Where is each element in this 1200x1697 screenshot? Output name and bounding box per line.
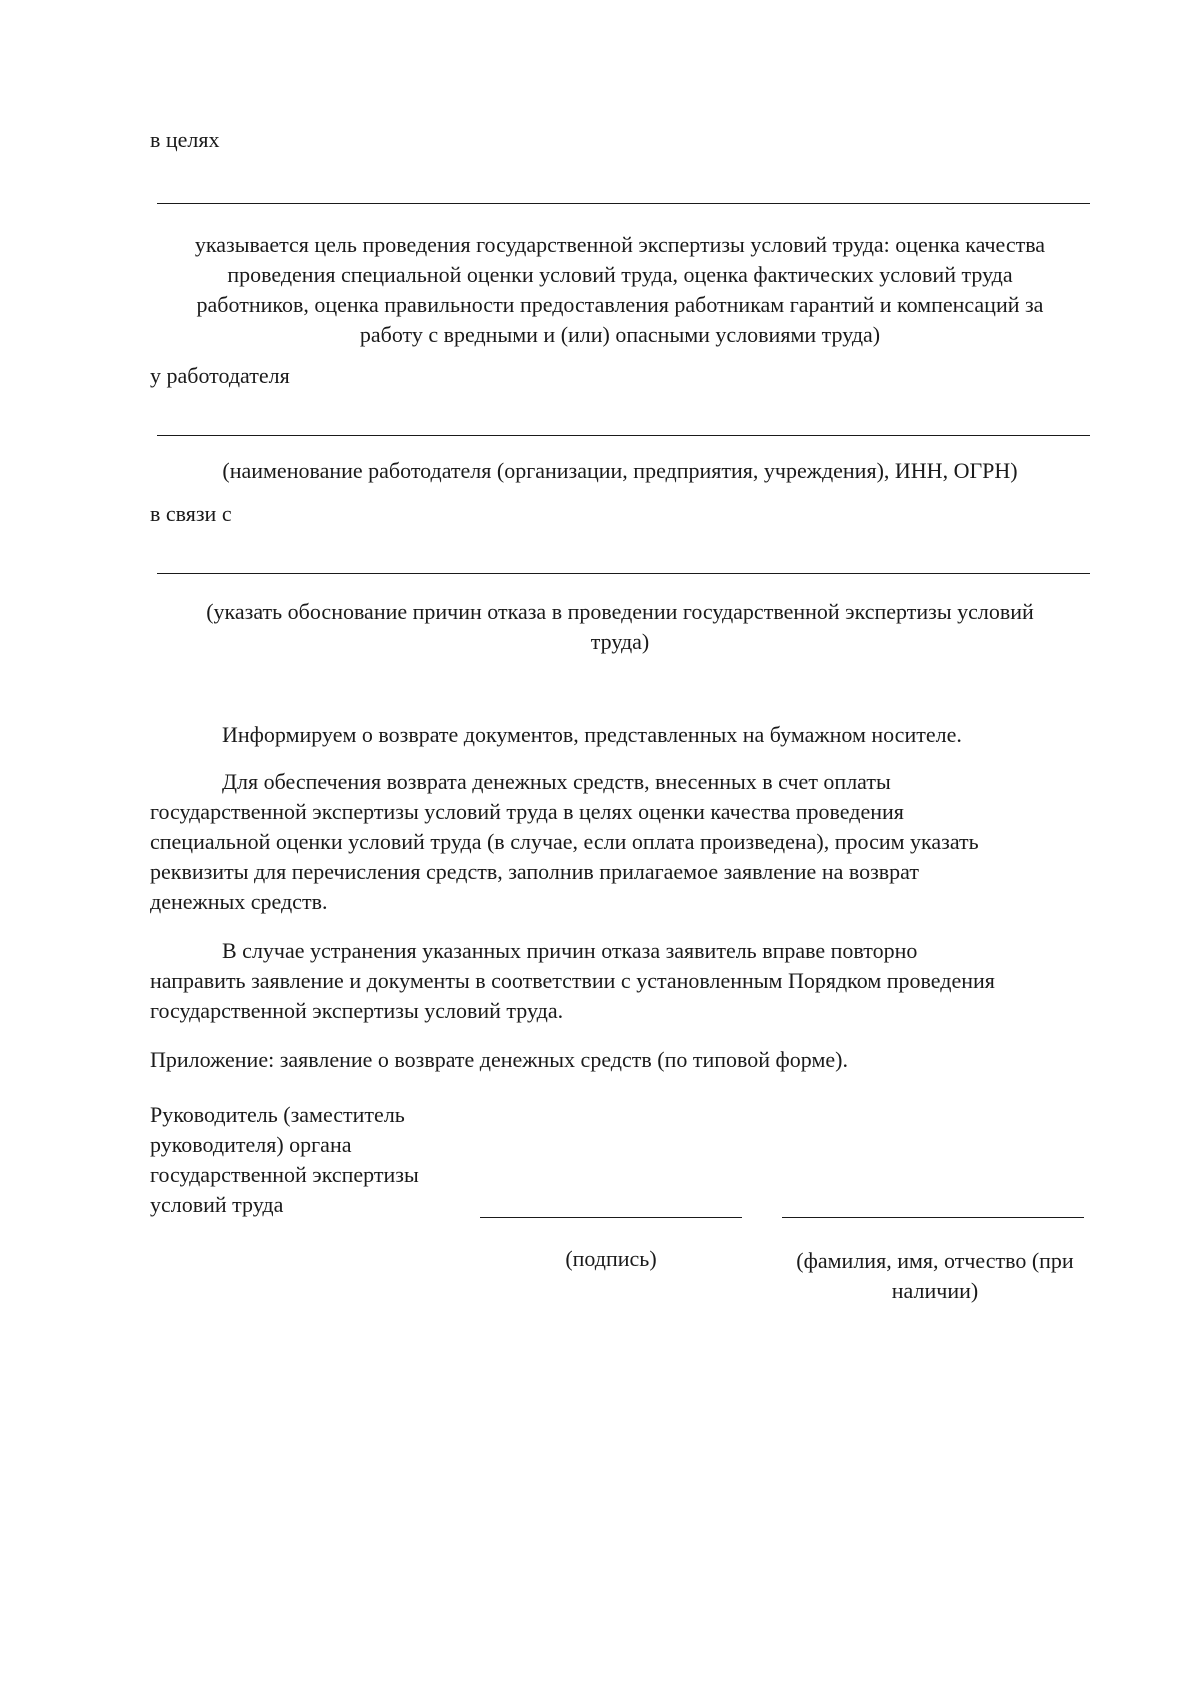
- paragraph-line: денежных средств.: [150, 889, 328, 914]
- full-name-caption-line: (фамилия, имя, отчество (при: [796, 1248, 1074, 1273]
- employer-caption: (наименование работодателя (организации, предприятия, учреждения), ИНН, ОГРН): [222, 458, 1018, 483]
- refund-paragraph: [150, 767, 1080, 917]
- full-name-caption-line: наличии): [891, 1278, 979, 1303]
- purpose-caption-line: работу с вредными и (или) опасными условиями труда): [359, 322, 881, 347]
- paragraph-line: специальной оценки условий труда (в случае, если оплата произведена), просим указать: [150, 829, 979, 854]
- full-name-caption: [770, 1246, 1100, 1306]
- signatory-title-line: условий труда: [150, 1192, 284, 1217]
- resubmit-paragraph: [150, 936, 1080, 1026]
- purpose-fill-line: [157, 203, 1090, 204]
- reason-label: в связи с: [150, 501, 232, 526]
- reason-caption-line: труда): [590, 629, 650, 654]
- paragraph-line: государственной экспертизы условий труда в целях оценки качества проведения: [150, 799, 904, 824]
- reason-caption-line: (указать обоснование причин отказа в проведении государственной экспертизы условий: [206, 599, 1034, 624]
- signatory-title-line: Руководитель (заместитель: [150, 1102, 405, 1127]
- signature-caption: (подпись): [565, 1246, 657, 1271]
- employer-label: у работодателя: [150, 363, 290, 388]
- full-name-fill-line: [782, 1217, 1084, 1218]
- return-documents-paragraph: [150, 720, 1080, 750]
- reason-fill-line: [157, 573, 1090, 574]
- paragraph-line: Для обеспечения возврата денежных средств, внесенных в счет оплаты: [222, 769, 891, 794]
- paragraph-line: направить заявление и документы в соответствии с установленным Порядком проведения: [150, 968, 995, 993]
- purpose-caption-line: работников, оценка правильности предоставления работникам гарантий и компенсаций за: [196, 292, 1044, 317]
- purpose-caption-line: указывается цель проведения государственной экспертизы условий труда: оценка качества: [194, 232, 1046, 257]
- attachment-note: [150, 1045, 1080, 1075]
- employer-fill-line: [157, 435, 1090, 436]
- paragraph-line: реквизиты для перечисления средств, заполнив прилагаемое заявление на возврат: [150, 859, 919, 884]
- signature-fill-line: [480, 1217, 742, 1218]
- purpose-caption: [150, 230, 1090, 350]
- reason-caption: [150, 597, 1090, 657]
- paragraph-line: В случае устранения указанных причин отказа заявитель вправе повторно: [222, 938, 918, 963]
- attachment-text: Приложение: заявление о возврате денежных средств (по типовой форме).: [150, 1047, 848, 1072]
- signatory-title-line: государственной экспертизы: [150, 1162, 419, 1187]
- purpose-label: в целях: [150, 127, 220, 152]
- signatory-title-line: руководителя) органа: [150, 1132, 352, 1157]
- paragraph-line: государственной экспертизы условий труда.: [150, 998, 564, 1023]
- signatory-title: [150, 1100, 480, 1220]
- paragraph-line: Информируем о возврате документов, представленных на бумажном носителе.: [222, 722, 962, 747]
- purpose-caption-line: проведения специальной оценки условий труда, оценка фактических условий труда: [227, 262, 1013, 287]
